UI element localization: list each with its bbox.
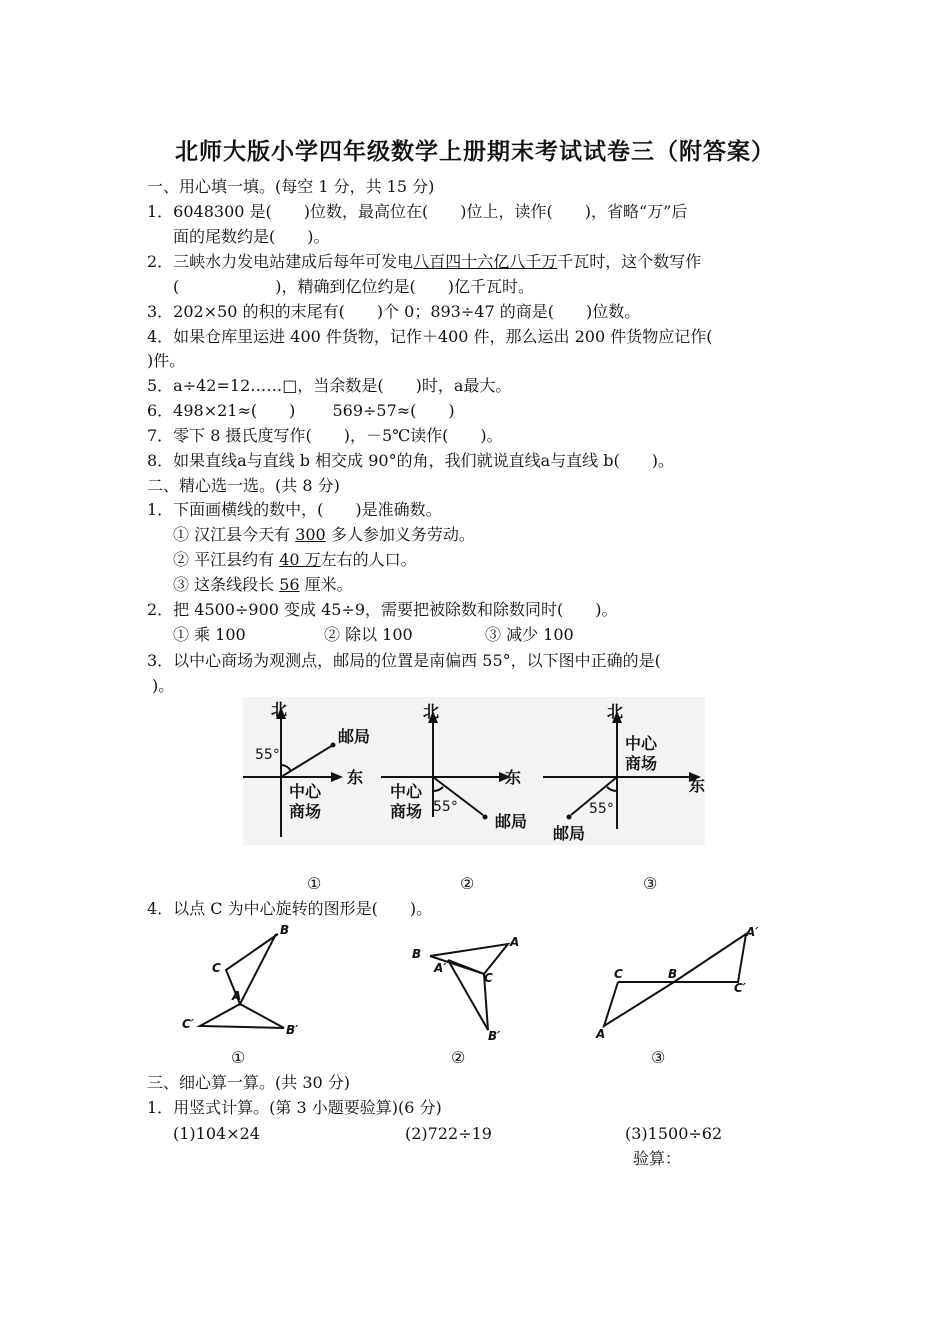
- d2-post-dot: [483, 815, 488, 820]
- s1-q4-line2: )件。: [147, 351, 186, 370]
- q4-option2-label: ②: [451, 1048, 466, 1067]
- s3-q1: 1．用竖式计算。(第 3 小题要验算)(6 分): [147, 1098, 442, 1117]
- s2-q3-line1: 3．以中心商场为观测点，邮局的位置是南偏西 55°，以下图中正确的是(: [147, 651, 661, 670]
- s1-q5: 5．a÷42=12……□，当余数是( )时，a最大。: [147, 376, 512, 395]
- d1-center-label-1: 中心: [289, 782, 322, 801]
- s2-q1-option2: [173, 550, 417, 570]
- fig2-label-b-prime: B′: [488, 1029, 501, 1043]
- d3-post-label: 邮局: [553, 824, 586, 843]
- fig1-label-a: A: [232, 989, 242, 1003]
- fig1-triangle-ac-b: [200, 1004, 284, 1028]
- s2-q2-option1: ① 乘 100: [173, 625, 246, 644]
- fig2-label-a-prime: A′: [434, 961, 447, 975]
- s1-q4-line1: 4．如果仓库里运进 400 件货物，记作＋400 件，那么运出 200 件货物应记作(: [147, 327, 713, 346]
- fig3-label-a-prime: A′: [746, 925, 759, 939]
- q3-option1-label: ①: [307, 874, 322, 893]
- s2-q1-option1: [173, 525, 475, 545]
- d1-east-label: 东: [347, 768, 364, 787]
- s2-q1o1-pre: ① 汉江县今天有: [173, 525, 296, 544]
- d2-north-label: 北: [423, 702, 440, 721]
- fig2-label-b: B: [412, 947, 422, 961]
- fig3-label-c: C: [614, 967, 623, 981]
- fig1-label-c: C: [212, 961, 221, 975]
- d2-post-label: 邮局: [495, 812, 528, 831]
- fig2-label-c: C: [484, 971, 493, 985]
- fig1-label-b-prime: B′: [286, 1023, 299, 1037]
- s2-q1-option3: [173, 575, 353, 595]
- d1-post-dot: [331, 743, 336, 748]
- q3-option2-label: ②: [460, 874, 475, 893]
- page-title: 北师大版小学四年级数学上册期末考试试卷三（附答案）: [175, 139, 775, 165]
- s2-q2-option3: ③ 减少 100: [485, 625, 574, 644]
- s2-q2: 2．把 4500÷900 变成 45÷9，需要把被除数和除数同时( )。: [147, 600, 618, 619]
- s3-check-label: 验算：: [633, 1149, 682, 1168]
- s1-q3: 3．202×50 的积的末尾有( )个 0；893÷47 的商是( )位数。: [147, 302, 641, 321]
- s2-q1o2-pre: ② 平江县约有: [173, 550, 280, 569]
- s3-problem-2: (2)722÷19: [405, 1124, 492, 1143]
- s1-q1-line2: 面的尾数约是( )。: [173, 227, 330, 246]
- s2-q1o2-post: 左右的人口。: [320, 550, 417, 569]
- d3-east-label: 东: [689, 776, 705, 795]
- section-1-heading: 一、用心填一填。(每空 1 分，共 15 分): [147, 177, 435, 196]
- d2-center-label-1: 中心: [390, 782, 423, 801]
- d1-angle-label: 55°: [255, 747, 280, 763]
- fig1-label-b: B: [280, 923, 290, 937]
- s1-q7: 7．零下 8 摄氏度写作( )，－5℃读作( )。: [147, 426, 503, 445]
- d3-center-label-1: 中心: [625, 734, 658, 753]
- d3-center-label-2: 商场: [625, 754, 658, 773]
- d1-center-label-2: 商场: [289, 802, 322, 821]
- fig3-label-a: A: [596, 1027, 606, 1041]
- fig2-triangle-rotated: [448, 960, 488, 1030]
- d2-center-label-2: 商场: [390, 802, 423, 821]
- s1-q1-line1: 1．6048300 是( )位数，最高位在( )位上，读作( )，省略“万”后: [147, 202, 688, 221]
- s2-q3-line2: )。: [152, 676, 175, 695]
- s1-q2-line2: ( )，精确到亿位约是( )亿千瓦时。: [173, 277, 534, 296]
- d3-post-dot: [567, 815, 572, 820]
- q4-option3-label: ③: [651, 1048, 666, 1067]
- d3-angle-label: 55°: [589, 801, 614, 817]
- d2-east-label: 东: [505, 768, 522, 787]
- s1-q2-underlined: 八百四十六亿八千万: [413, 252, 558, 271]
- s2-q1o3-post: 厘米。: [299, 575, 353, 594]
- fig3-label-c-prime: C′: [734, 981, 746, 995]
- q4-option1-label: ①: [231, 1048, 246, 1067]
- fig2-label-a: A: [510, 935, 520, 949]
- s2-q1: 1．下面画横线的数中，( )是准确数。: [147, 500, 442, 519]
- s1-q2-pre: 2．三峡水力发电站建成后每年可发电: [147, 252, 414, 271]
- d2-angle-label: 55°: [433, 799, 458, 815]
- s2-q2-option2: ② 除以 100: [324, 625, 413, 644]
- s3-problem-3: (3)1500÷62: [625, 1124, 723, 1143]
- d3-north-label: 北: [607, 702, 624, 721]
- s1-q6: 6．498×21≈( ) 569÷57≈( ): [147, 401, 455, 420]
- s2-q1o3-underlined: 56: [279, 575, 300, 594]
- s1-q2-post: 千瓦时，这个数写作: [557, 252, 702, 271]
- s3-problem-1: (1)104×24: [173, 1124, 260, 1143]
- q3-option3-label: ③: [643, 874, 658, 893]
- s2-q1o1-post: 多人参加义务劳动。: [325, 525, 475, 544]
- s2-q4: 4．以点 C 为中心旋转的图形是( )。: [147, 899, 433, 918]
- s1-q8: 8．如果直线a与直线 b 相交成 90°的角，我们就说直线a与直线 b( )。: [147, 451, 674, 470]
- rotation-figure: [170, 922, 780, 1050]
- d1-post-label: 邮局: [338, 727, 371, 746]
- direction-figure: [243, 697, 705, 845]
- s2-q1o3-pre: ③ 这条线段长: [173, 575, 280, 594]
- section-3-heading: 三、细心算一算。(共 30 分): [147, 1073, 351, 1092]
- s1-q2-line1: [147, 252, 701, 272]
- fig3-label-b: B: [668, 967, 678, 981]
- fig3-triangle-rotated: [674, 934, 746, 982]
- fig1-label-c-prime: C′: [182, 1017, 194, 1031]
- fig3-triangle-cba: [604, 982, 674, 1026]
- d1-north-label: 北: [271, 700, 288, 719]
- section-2-heading: 二、精心选一选。(共 8 分): [147, 476, 340, 495]
- s2-q1o2-underlined: 40 万: [279, 550, 321, 569]
- s2-q1o1-underlined: 300: [295, 525, 326, 544]
